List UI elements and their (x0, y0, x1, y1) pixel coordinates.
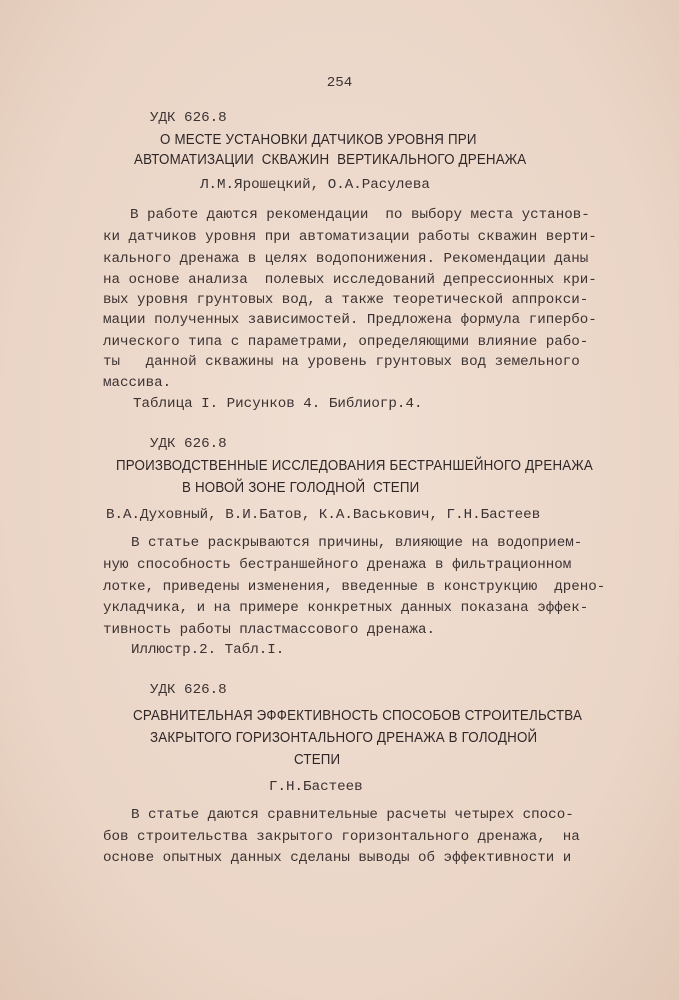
body-line: В статье раскрываются причины, влияющие на водоприем- (131, 535, 583, 551)
body-line: тивность работы пластмассового дренажа. (103, 622, 436, 638)
udc-code: УДК 626.8 (150, 682, 227, 698)
body-line: В работе даются рекомендации по выбору места установ- (130, 207, 590, 223)
body-line: лического типа с параметрами, определяющими влияние рабо- (103, 334, 589, 350)
body-line: ты данной скважины на уровень грунтовых вод земельного (103, 354, 580, 370)
page-number: 254 (326, 75, 353, 91)
body-line: основе опытных данных сделаны выводы об эффективности и (103, 850, 572, 866)
body-line: массива. (103, 375, 172, 391)
udc-code: УДК 626.8 (150, 436, 227, 452)
article-footer: Иллюстр.2. Табл.I. (131, 642, 285, 658)
body-line: ки датчиков уровня при автоматизации работы скважин верти- (103, 229, 597, 245)
article-authors: В.А.Духовный, В.И.Батов, К.А.Васькович, Г.Н.Бастеев (106, 507, 541, 523)
article-title-line: ПРОИЗВОДСТВЕННЫЕ ИССЛЕДОВАНИЯ БЕСТРАНШЕЙНОГО ДРЕНАЖА (116, 458, 593, 474)
article-footer: Таблица I. Рисунков 4. Библиогр.4. (133, 396, 423, 412)
body-line: ную способность бестраншейного дренажа в фильтрационном (103, 557, 572, 573)
body-line: кального дренажа в целях водопонижения. Рекомендации даны (103, 251, 589, 267)
article-authors: Л.М.Ярошецкий, О.А.Расулева (200, 177, 430, 193)
body-line: бов строительства закрытого горизонтального дренажа, на (103, 829, 580, 845)
body-line: на основе анализа полевых исследований депрессионных кри- (103, 272, 597, 288)
body-line: В статье даются сравнительные расчеты четырех спосо- (131, 807, 574, 823)
udc-code: УДК 626.8 (150, 110, 227, 126)
article-title-line: ЗАКРЫТОГО ГОРИЗОНТАЛЬНОГО ДРЕНАЖА В ГОЛОДНОЙ (150, 730, 538, 746)
body-line: укладчика, и на примере конкретных данных показана эффек- (103, 600, 589, 616)
article-title-line: СТЕПИ (294, 752, 341, 768)
article-title-line: СРАВНИТЕЛЬНАЯ ЭФФЕКТИВНОСТЬ СПОСОБОВ СТРОИТЕЛЬСТВА (133, 708, 583, 724)
body-line: вых уровня грунтовых вод, а также теоретической аппрокси- (103, 292, 589, 308)
article-title-line: В НОВОЙ ЗОНЕ ГОЛОДНОЙ СТЕПИ (182, 480, 420, 496)
article-authors: Г.Н.Бастеев (269, 779, 363, 795)
body-line: мации полученных зависимостей. Предложена формула гипербо- (103, 312, 597, 328)
body-line: лотке, приведены изменения, введенные в конструкцию дрено- (103, 579, 606, 595)
article-title-line: АВТОМАТИЗАЦИИ СКВАЖИН ВЕРТИКАЛЬНОГО ДРЕНАЖА (134, 152, 527, 168)
article-title-line: О МЕСТЕ УСТАНОВКИ ДАТЧИКОВ УРОВНЯ ПРИ (160, 132, 477, 148)
